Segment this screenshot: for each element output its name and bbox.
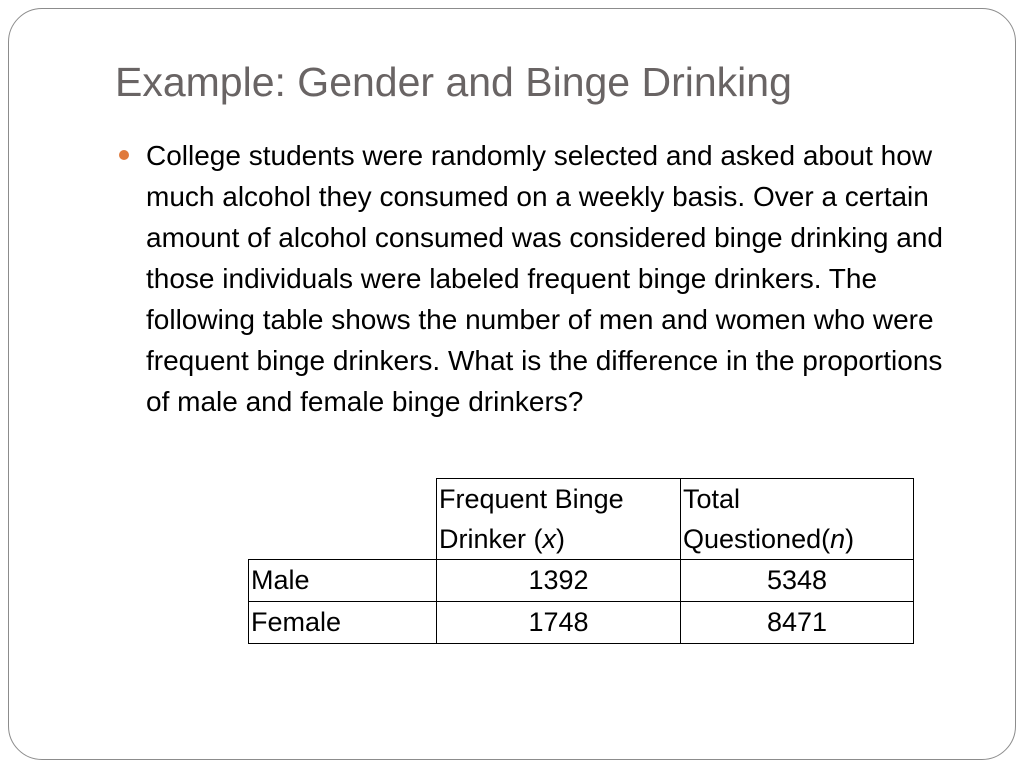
cell-female-n: 8471 — [681, 602, 914, 644]
cell-female-x: 1748 — [437, 602, 681, 644]
header-col1-line1: Frequent Binge — [439, 484, 624, 514]
header-frequent-binge-drinker — [437, 479, 681, 560]
cell-male-n: 5348 — [681, 560, 914, 602]
bullet-dot-icon — [119, 150, 129, 160]
bullet-text: College students were randomly selected and asked about how much alcohol they consumed on a weekly basis. Over a certain amount of alcohol consumed was considered binge drinking and those individuals were labeled frequent binge drinkers. The following table shows the number of men and women who were frequent binge drinkers. What is the difference in the proportions of male and female binge drinkers? — [146, 140, 943, 417]
header-col2-line2-pre: Questioned( — [683, 524, 831, 554]
header-col2-line1: Total — [683, 484, 741, 514]
binge-drinking-table — [248, 478, 914, 644]
cell-male-x: 1392 — [437, 560, 681, 602]
header-col1-var: x — [542, 524, 557, 554]
table-corner-cell — [249, 479, 437, 560]
table-row — [249, 560, 914, 602]
header-col1-line2-post: ) — [556, 524, 566, 554]
table-row — [249, 602, 914, 644]
slide-frame — [8, 8, 1016, 760]
header-col1-line2-pre: Drinker ( — [439, 524, 543, 554]
header-total-questioned — [681, 479, 914, 560]
row-label-male: Male — [249, 560, 437, 602]
header-col2-line2-post: ) — [845, 524, 855, 554]
table-header-row — [249, 479, 914, 560]
slide-title: Example: Gender and Binge Drinking — [115, 59, 792, 105]
header-col2-var: n — [830, 524, 846, 554]
bullet-item — [119, 135, 969, 422]
row-label-female: Female — [249, 602, 437, 644]
